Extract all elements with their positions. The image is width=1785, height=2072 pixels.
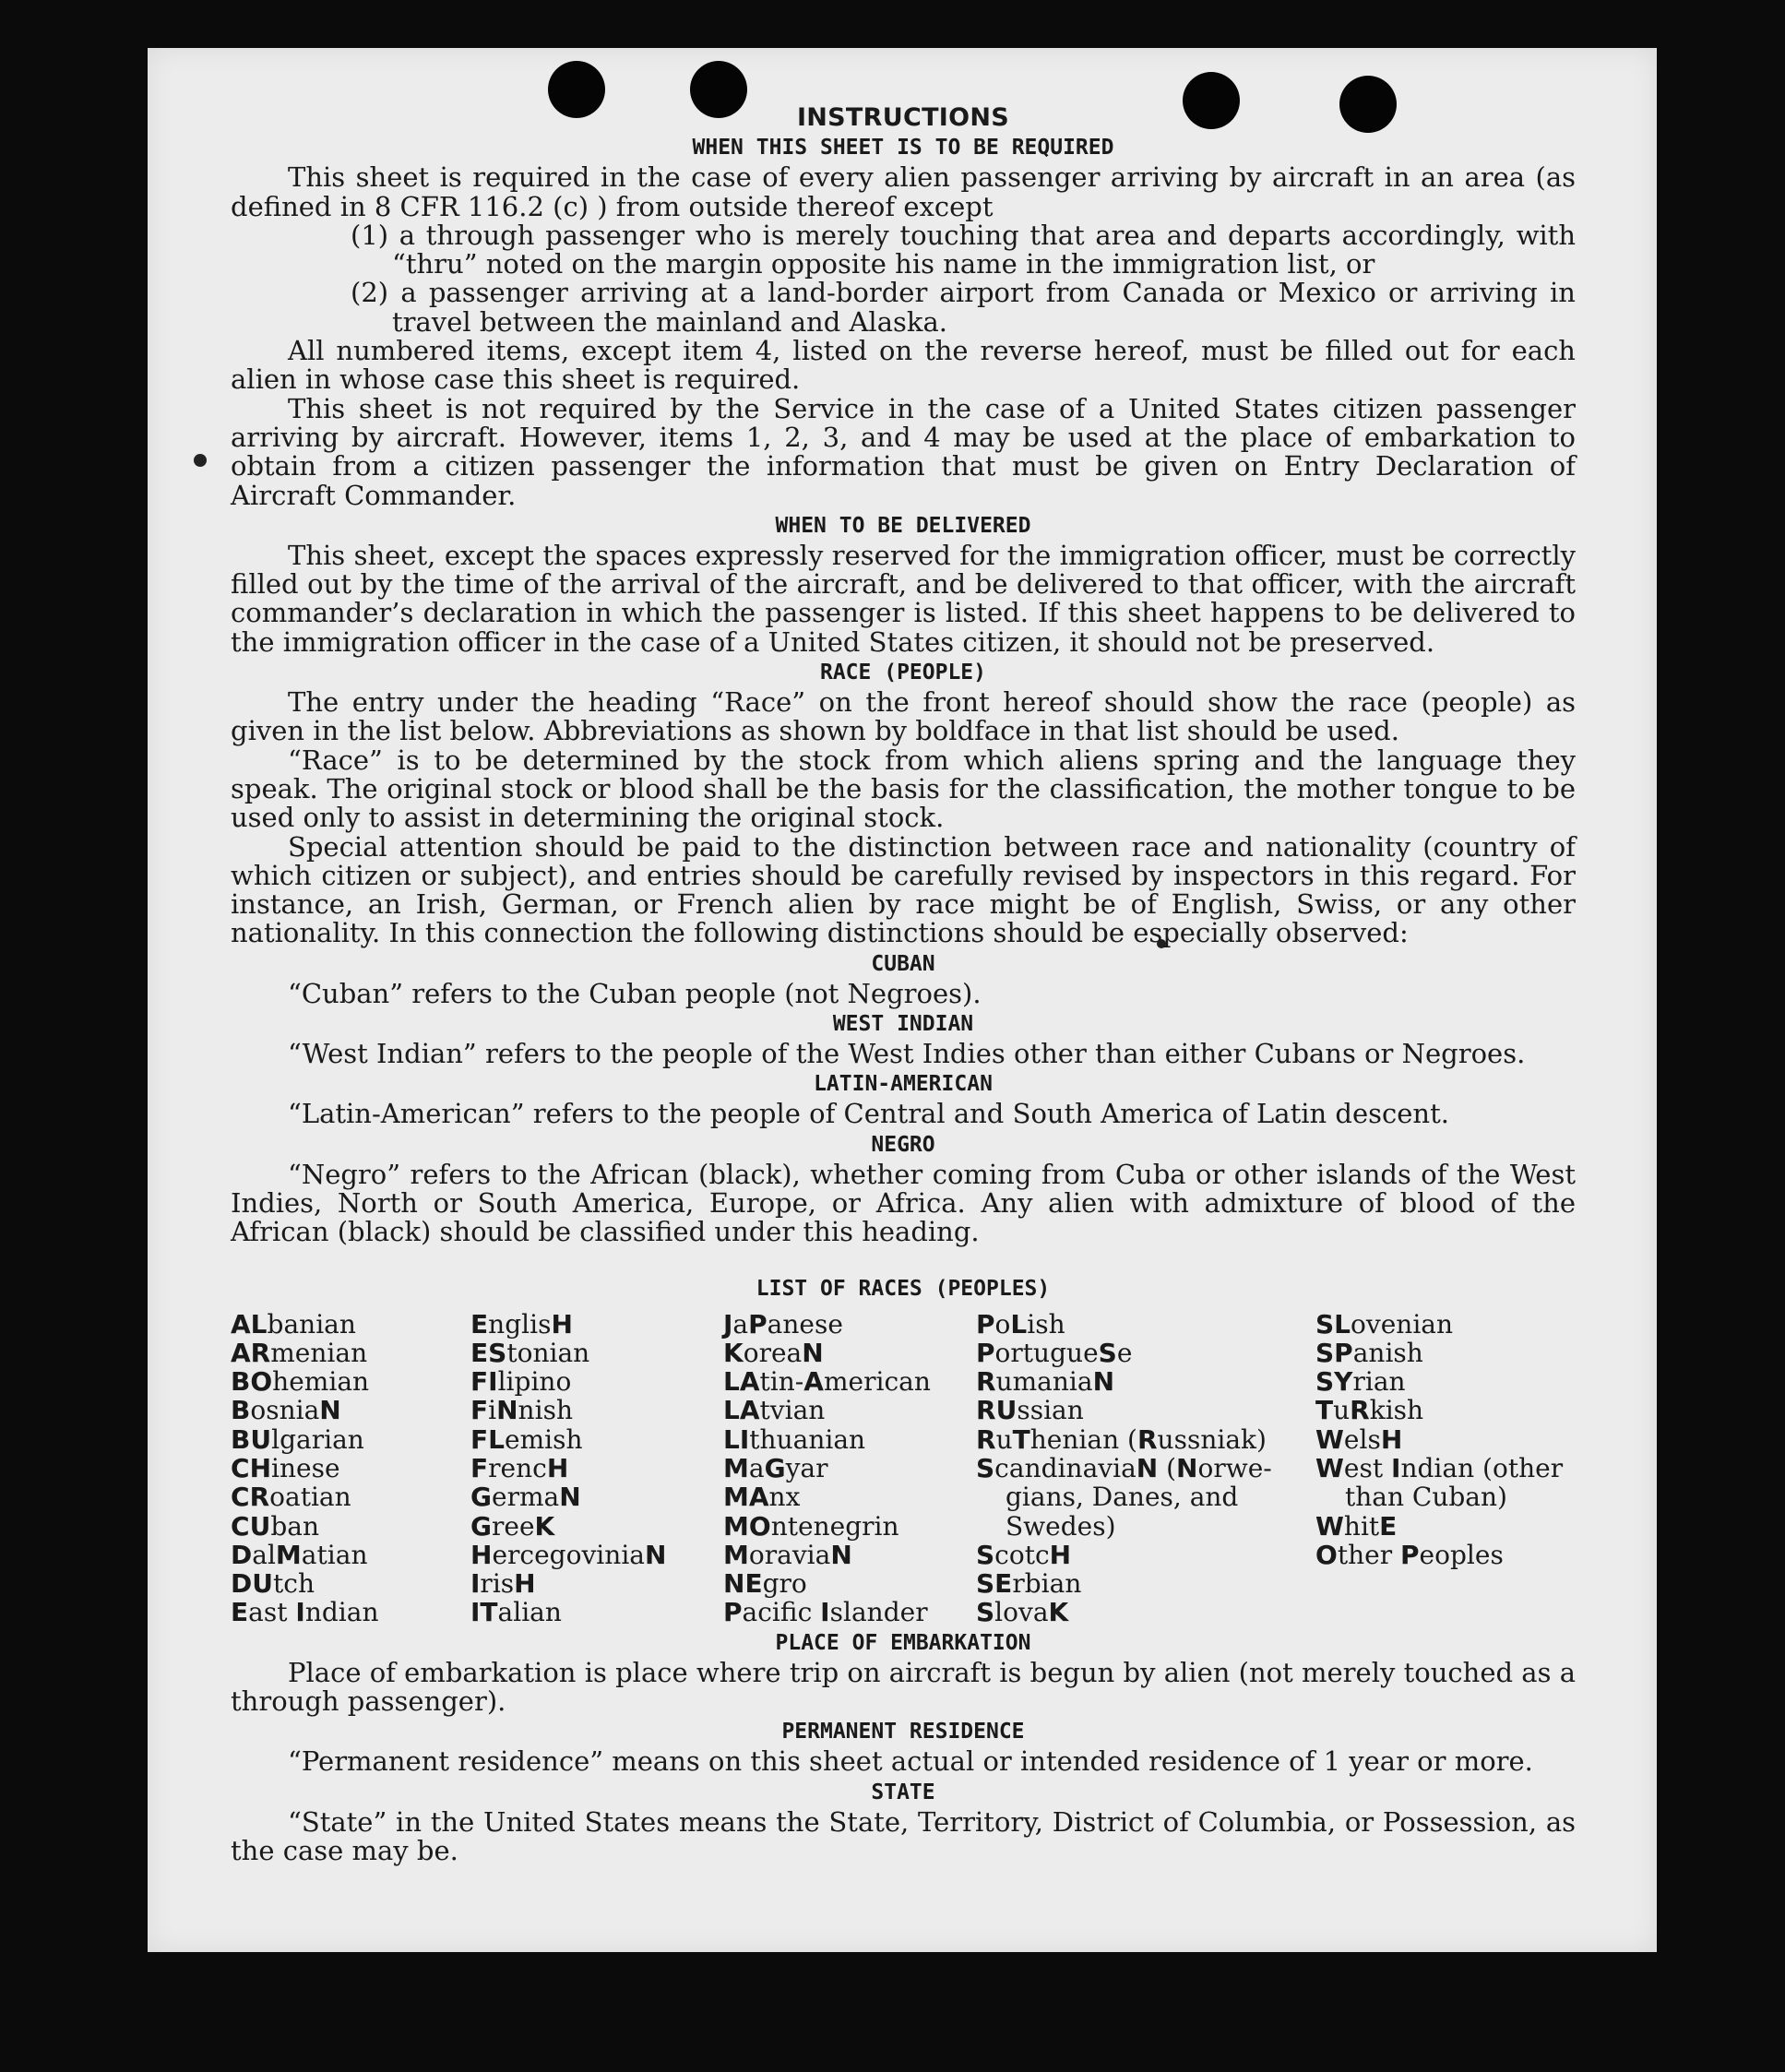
races-column-2: [470, 1310, 723, 1627]
race-entry: CUban: [231, 1510, 319, 1542]
race-entry: ScandinaviaN (Norwe-: [976, 1452, 1272, 1483]
race-entry: SYrian: [1315, 1366, 1406, 1398]
race-entry: CRoatian: [231, 1482, 351, 1513]
race-entry: BOhemian: [231, 1366, 370, 1398]
paragraph: All numbered items, except item 4, listed on the reverse hereof, must be filled out for each alien in whose case this sheet is required.: [231, 335, 1576, 396]
race-entry: ScotcH: [976, 1539, 1072, 1570]
heading-race: RACE (PEOPLE): [819, 661, 986, 685]
paragraph: “Latin-American” refers to the people of Central and South America of Latin descent.: [288, 1098, 1449, 1130]
instructions-content: [231, 103, 1576, 1865]
heading-when-required: WHEN THIS SHEET IS TO BE REQUIRED: [692, 136, 1114, 161]
race-entry: PoLish: [976, 1308, 1065, 1340]
race-entry: SLovenian: [1315, 1308, 1454, 1340]
race-entry: BUlgarian: [231, 1423, 364, 1455]
page-title: INSTRUCTIONS: [796, 103, 1010, 132]
race-entry: ITalian: [470, 1597, 562, 1628]
race-entry: PortugueSe: [976, 1337, 1133, 1368]
race-entry: SErbian: [976, 1568, 1082, 1600]
race-entry: Pacifc Islander: [723, 1597, 928, 1628]
heading-list-of-races: LIST OF RACES (PEOPLES): [756, 1276, 1051, 1301]
race-entry: MAnx: [723, 1482, 801, 1513]
paragraph: “Permanent residence” means on this sheet actual or intended residence of 1 year or more.: [288, 1745, 1533, 1778]
race-entry: GreeK: [470, 1510, 555, 1542]
paragraph: “Cuban” refers to the Cuban people (not Negroes).: [288, 977, 982, 1009]
race-entry: LAtvian: [723, 1395, 826, 1426]
exception-item-2: (2) a passenger arriving at a land-border airport from Canada or Mexico or arriving in travel between the mainland and Alaska.: [351, 277, 1576, 338]
paragraph: Special attention should be paid to the distinction between race and nationality (country of which citizen or subject), and entries should be carefully revised by inspectors in this regard. For instance, an Irish, German, or French alien by race might be of English, Swiss, or any other nationality. In this connection the following distinctions should be especially observed:: [231, 830, 1576, 949]
heading-latin-american: LATIN-AMERICAN: [814, 1072, 993, 1097]
heading-state: STATE: [871, 1780, 935, 1804]
race-entry: RuThenian (Russniak): [976, 1423, 1267, 1455]
races-column-4: [976, 1310, 1315, 1627]
race-entry: DUtch: [231, 1568, 315, 1600]
race-entry: than Cuban): [1345, 1482, 1507, 1513]
races-column-5: [1315, 1310, 1576, 1627]
paragraph: “State” in the United States means the State, Territory, District of Columbia, or Possession, as the case may be.: [231, 1805, 1576, 1866]
race-entry: ALbanian: [231, 1308, 356, 1340]
race-entry: SPanish: [1315, 1337, 1423, 1368]
race-entry: JaPanese: [723, 1308, 843, 1340]
paragraph: The entry under the heading “Race” on the front hereof should show the race (people) as given in the list below. Abbreviations as shown by boldface in that list should be used.: [231, 686, 1576, 747]
race-entry: IrisH: [470, 1568, 536, 1600]
race-entry: CHinese: [231, 1452, 340, 1483]
paragraph: This sheet, except the spaces expressly reserved for the immigration officer, must be correctly filled out by the time of the arrival of the aircraft, and be delivered to that officer, with the aircraft commander’s declaration in which the passenger is listed. If this sheet happens to be delivered to the immigration officer in the case of a United States citizen, it should not be preserved.: [231, 539, 1576, 658]
race-entry: LIthuanian: [723, 1423, 866, 1455]
race-entry: WelsH: [1315, 1423, 1403, 1455]
race-entry: MaGyar: [723, 1452, 828, 1483]
race-entry: FiNnish: [470, 1395, 573, 1426]
heading-embarkation: PLACE OF EMBARKATION: [775, 1630, 1031, 1655]
document-sheet: [148, 48, 1657, 1952]
exception-item-1: (1) a through passenger who is merely touching that area and departs accordingly, with “thru” noted on the margin opposite his name in the immigration list, or: [351, 219, 1576, 280]
race-entry: EStonian: [470, 1337, 590, 1368]
race-entry: ARmenian: [231, 1337, 368, 1368]
heading-west-indian: WEST INDIAN: [832, 1012, 974, 1037]
race-entry: TuRkish: [1315, 1395, 1424, 1426]
race-entry: LAtin-American: [723, 1366, 931, 1398]
race-entry: MoraviaN: [723, 1539, 852, 1570]
race-entry: WhitE: [1315, 1510, 1398, 1542]
race-entry: SlovaK: [976, 1597, 1069, 1628]
race-entry: KoreaN: [723, 1337, 824, 1368]
heading-permanent-residence: PERMANENT RESIDENCE: [781, 1720, 1025, 1745]
race-entry: FLemish: [470, 1423, 583, 1455]
heading-cuban: CUBAN: [871, 951, 935, 976]
heading-negro: NEGRO: [871, 1132, 935, 1157]
races-column-3: [723, 1310, 976, 1627]
race-entry: FIlipino: [470, 1366, 572, 1398]
race-entry: FrencH: [470, 1452, 569, 1483]
race-entry: BosniaN: [231, 1395, 341, 1426]
race-entry: RUssian: [976, 1395, 1084, 1426]
race-entry: GermaN: [470, 1482, 581, 1513]
ink-smudge: [194, 454, 207, 467]
paragraph: Place of embarkation is place where trip on aircraft is begun by alien (not merely touched as a through passenger).: [231, 1656, 1576, 1718]
race-entry: DalMatian: [231, 1539, 368, 1570]
race-entry: East Indian: [231, 1597, 379, 1628]
paragraph: This sheet is not required by the Service in the case of a United States citizen passenger arriving by aircraft. However, items 1, 2, 3, and 4 may be used at the place of embarkation to obtain from a citizen passenger the information that must be given on Entry Declaration of Aircraft Commander.: [231, 392, 1576, 511]
paragraph: This sheet is required in the case of every alien passenger arriving by aircraft in an area (as defined in 8 CFR 116.2 (c) ) from outside thereof except: [231, 161, 1576, 222]
race-entry: Other Peoples: [1315, 1539, 1504, 1570]
race-entry: RumaniaN: [976, 1366, 1115, 1398]
race-entry: NEgro: [723, 1568, 807, 1600]
paragraph: “Race” is to be determined by the stock from which aliens spring and the language they speak. The original stock or blood shall be the basis for the classification, the mother tongue to be used only to assist in determining the original stock.: [231, 744, 1576, 834]
races-column-1: [231, 1310, 470, 1627]
race-entry: gians, Danes, and: [1006, 1482, 1239, 1513]
race-entry: HercegoviniaN: [470, 1539, 667, 1570]
heading-when-delivered: WHEN TO BE DELIVERED: [775, 513, 1031, 538]
race-entry: MOntenegrin: [723, 1510, 899, 1542]
race-entry: EnglisH: [470, 1308, 573, 1340]
race-entry: Swedes): [1006, 1510, 1116, 1542]
race-entry: West Indian (other: [1315, 1452, 1564, 1483]
paragraph: “West Indian” refers to the people of the West Indies other than either Cubans or Negroes.: [288, 1038, 1526, 1070]
paragraph: “Negro” refers to the African (black), whether coming from Cuba or other islands of the West Indies, North or South America, Europe, or Africa. Any alien with admixture of blood of the African (black) should be classified under this heading.: [231, 1158, 1576, 1248]
races-list: [231, 1310, 1576, 1627]
